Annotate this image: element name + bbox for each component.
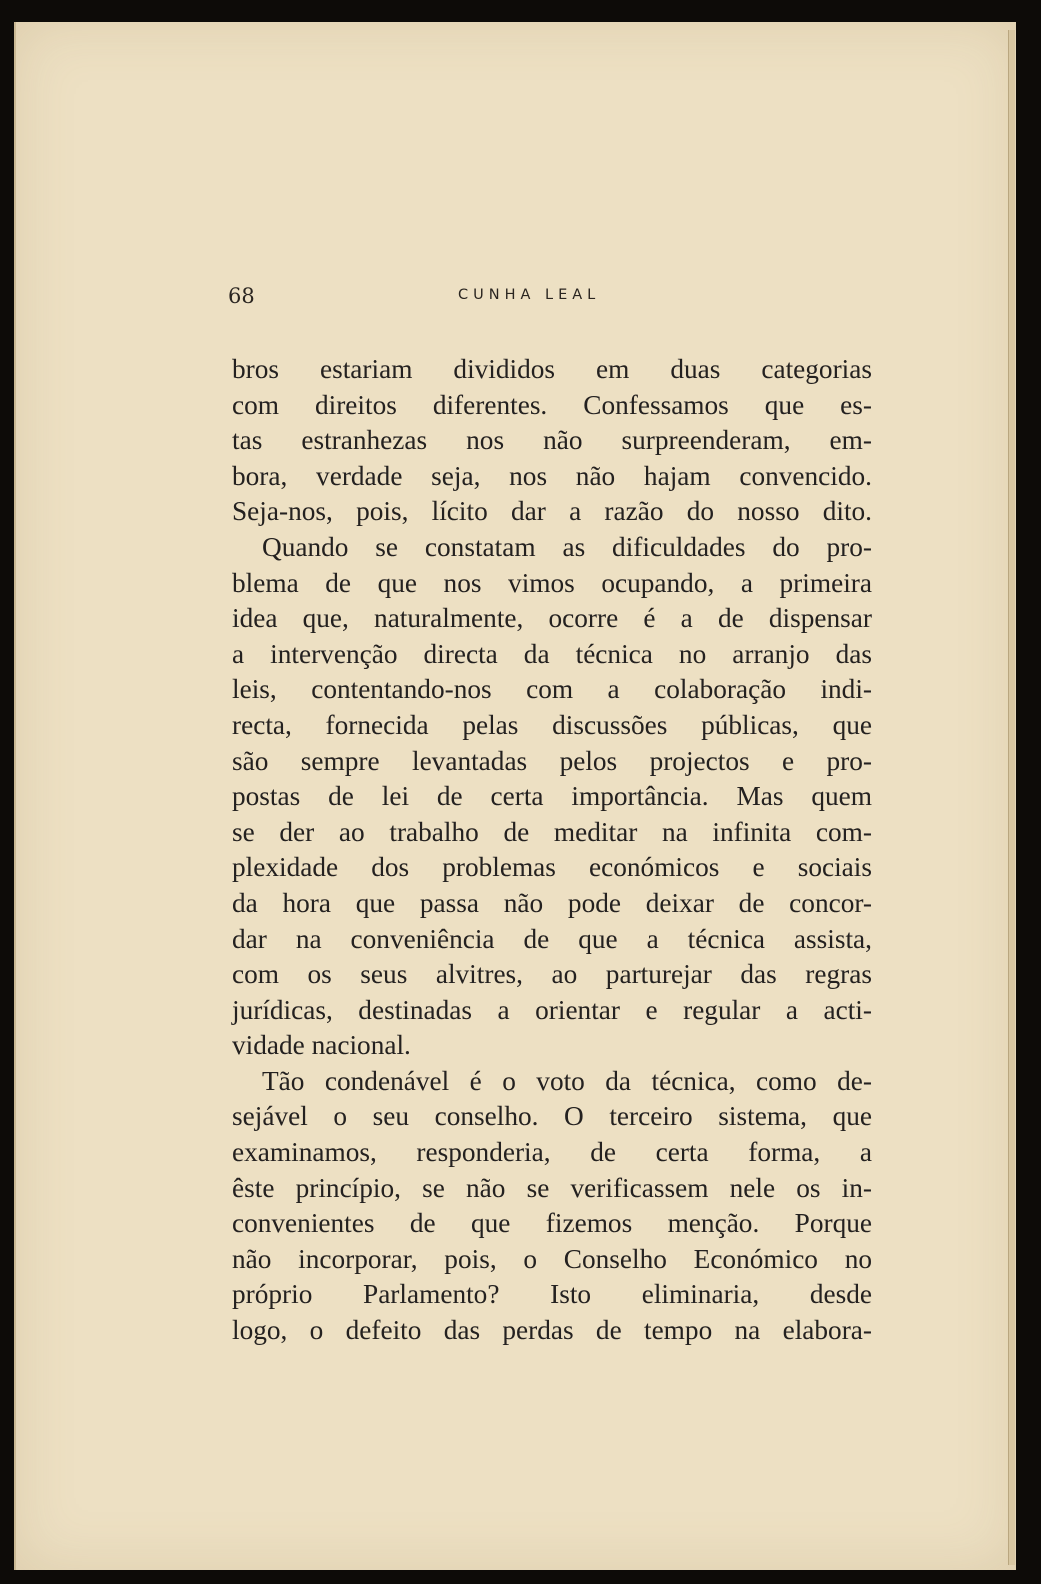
text-line: convenientes de que fizemos menção. Porque: [232, 1208, 872, 1239]
text-line: se der ao trabalho de meditar na infinita com-: [232, 816, 872, 847]
page-edge: [1008, 30, 1015, 1565]
paragraph-3: [232, 1064, 872, 1349]
text-line: examinamos, responderia, de certa forma, a: [232, 1137, 872, 1168]
text-line: Quando se constatam as dificuldades do pro-: [262, 531, 872, 562]
text-line: postas de lei de certa importância. Mas quem: [232, 781, 872, 812]
text-line: com os seus alvitres, ao parturejar das regras: [232, 959, 872, 990]
text-line: recta, fornecida pelas discussões públicas, que: [232, 709, 872, 740]
text-line: sejável o seu conselho. O terceiro sistema, que: [232, 1101, 872, 1132]
text-line: plexidade dos problemas económicos e sociais: [232, 852, 872, 883]
text-line: logo, o defeito das perdas de tempo na elabora-: [232, 1315, 872, 1346]
text-line: da hora que passa não pode deixar de concor-: [232, 887, 872, 918]
text-line: Tão condenável é o voto da técnica, como de-: [262, 1065, 872, 1096]
text-line: Seja-nos, pois, lícito dar a razão do nosso dito.: [232, 496, 872, 527]
text-line: idea que, naturalmente, ocorre é a de dispensar: [232, 603, 872, 634]
text-line: leis, contentando-nos com a colaboração indi-: [232, 674, 872, 705]
text-line: bros estariam divididos em duas categorias: [232, 354, 872, 384]
text-line: são sempre levantadas pelos projectos e pro-: [232, 745, 872, 776]
text-line: jurídicas, destinadas a orientar e regular a acti-: [232, 994, 872, 1025]
text-line: êste princípio, se não se verificassem nele os in-: [232, 1172, 872, 1203]
running-title: CUNHA LEAL: [458, 287, 601, 303]
text-line: tas estranhezas nos não surpreenderam, em-: [232, 425, 872, 456]
page-number: 68: [228, 284, 255, 308]
text-line: não incorporar, pois, o Conselho Económico no: [232, 1243, 872, 1274]
text-line: vidade nacional.: [232, 1030, 411, 1061]
paragraph-1: [232, 352, 872, 530]
paragraph-2: [232, 530, 872, 1064]
text-line: dar na conveniência de que a técnica assista,: [232, 923, 872, 954]
running-header: [228, 284, 888, 314]
text-line: próprio Parlamento? Isto eliminaria, desde: [232, 1279, 872, 1310]
body-text: [232, 352, 872, 1349]
text-line: blema de que nos vimos ocupando, a primeira: [232, 567, 872, 598]
text-line: com direitos diferentes. Confessamos que es-: [232, 389, 872, 420]
text-line: a intervenção directa da técnica no arranjo das: [232, 638, 872, 669]
text-line: bora, verdade seja, nos não hajam convencido.: [232, 460, 872, 491]
